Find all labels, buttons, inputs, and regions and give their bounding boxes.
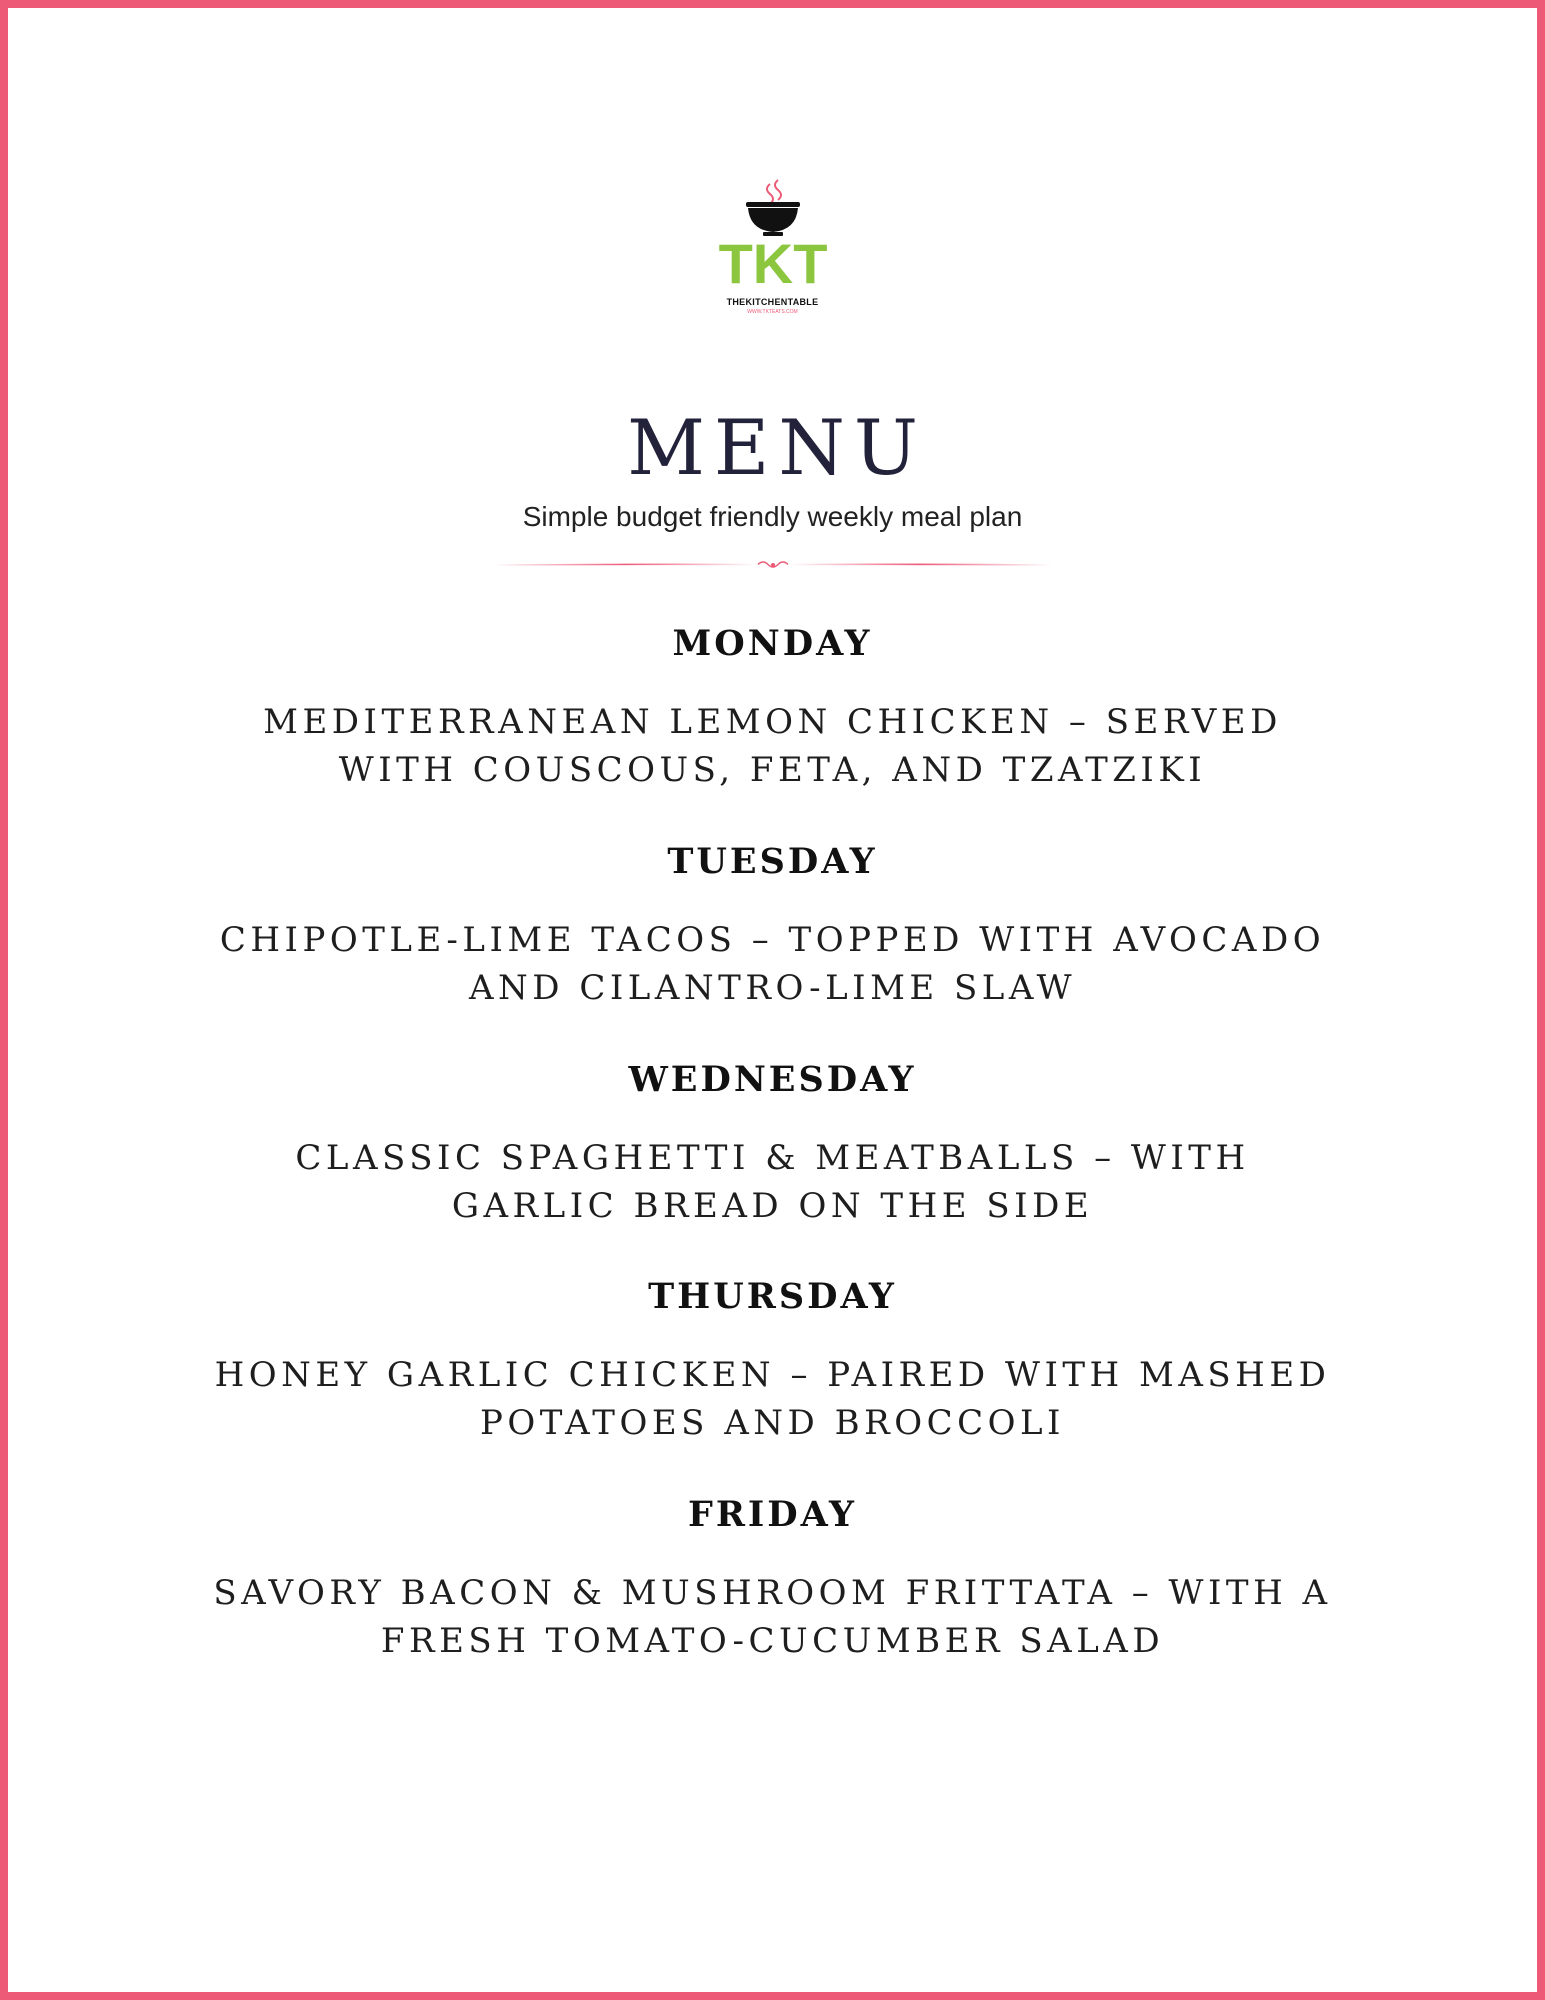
day-heading: WEDNESDAY [628,1059,917,1100]
day-heading: MONDAY [672,623,873,664]
brand-url: WWW.TKTEATS.COM [747,309,798,315]
day-heading: THURSDAY [648,1276,897,1317]
day-section-wednesday [8,1058,1537,1230]
flourish-divider-icon [493,558,1053,572]
day-heading: TUESDAY [667,841,878,882]
svg-text:TKT: TKT [718,232,827,295]
steaming-bowl-icon [708,176,838,301]
day-section-thursday [8,1275,1537,1447]
day-section-tuesday [8,840,1537,1012]
day-section-friday [8,1493,1537,1665]
dish-description: CLASSIC SPAGHETTI & MEATBALLS – WITH GARLIC BREAD ON THE SIDE [295,1138,1250,1226]
page-title: MENU [627,403,927,492]
dish-description: MEDITERRANEAN LEMON CHICKEN – SERVED WITH COUSCOUS, FETA, AND TZATZIKI [263,702,1282,790]
day-heading: FRIDAY [687,1494,858,1535]
brand-name: THEKITCHENTABLE [726,297,819,307]
page-subtitle: Simple budget friendly weekly meal plan [522,501,1023,532]
dish-description: HONEY GARLIC CHICKEN – PAIRED WITH MASHED POTATOES AND BROCCOLI [214,1355,1331,1443]
day-section-monday [8,622,1537,794]
brand-logo [8,176,1537,315]
ornamental-divider [8,558,1537,572]
dish-description: CHIPOTLE-LIME TACOS – TOPPED WITH AVOCADO AND CILANTRO-LIME SLAW [219,920,1326,1008]
dish-description: SAVORY BACON & MUSHROOM FRITTATA – WITH A FRESH TOMATO-CUCUMBER SALAD [213,1573,1332,1661]
